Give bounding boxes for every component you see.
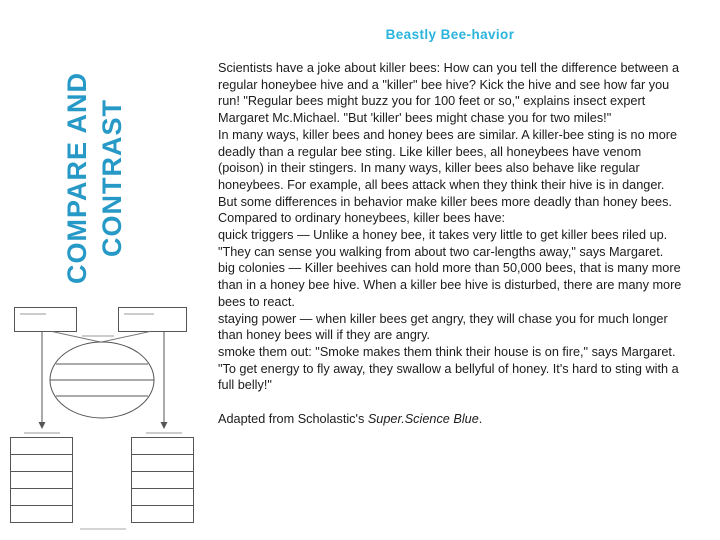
attribution <box>218 411 690 428</box>
topic-box-right <box>119 308 187 332</box>
attribution-source: Super.Science Blue <box>367 412 479 427</box>
compare-contrast-heading <box>55 58 135 298</box>
arrowhead-left <box>39 422 46 429</box>
compare-contrast-line2: CONTRAST <box>97 99 127 257</box>
paragraph-quick-triggers: quick triggers — Unlike a honey bee, it takes very little to get killer bees riled up. "They can sense you walking from about two car-lengths away," says Margaret. <box>218 228 668 259</box>
page-title: Beastly Bee-havior <box>385 27 515 42</box>
topic-box-left <box>15 308 77 332</box>
arrowhead-right <box>161 422 168 429</box>
paragraph-joke: Scientists have a joke about killer bees: How can you tell the difference between a regular honeybee hive and a "killer" bee hive? Kick the hive and see how far you run! "Regular bees might buzz you for 100 feet or so," explains insect expert Margaret Mc.Michael. "But 'killer' bees might chase you for two miles!" <box>218 61 680 126</box>
differences-column-right <box>132 438 194 523</box>
differences-column-left <box>11 438 73 523</box>
paragraph-similarities: In many ways, killer bees and honey bees are similar. A killer-bee sting is no more deadly than a regular bee sting. Like killer bees, all honeybees have venom (poison) in their stingers. In many ways, killer bees also behave like regular honeybees. For example, all bees attack when they think their hive is in danger. <box>218 127 678 192</box>
attribution-prefix: Adapted from Scholastic's <box>218 412 368 427</box>
compare-contrast-line1: COMPARE AND <box>62 72 92 284</box>
attribution-suffix: . <box>478 412 483 427</box>
paragraph-big-colonies: big colonies — Killer beehives can hold more than 50,000 bees, that is many more than in a honey bee hive. When a killer bee hive is disturbed, there are many more bees to react. <box>218 261 682 309</box>
paragraph-differences-intro: But some differences in behavior make killer bees more deadly than honey bees. Compared to ordinary honeybees, killer bees have: <box>218 194 672 226</box>
paragraph-smoke-them-out: smoke them out: "Smoke makes them think their house is on fire," says Margaret. "To get energy to fly away, they swallow a bellyful of honey. It's hard to sting with a full belly!" <box>218 344 679 393</box>
paragraph-staying-power: staying power — when killer bees get angry, they will chase you for much longer than honey bees will if they are angry. <box>218 311 668 343</box>
compare-contrast-diagram <box>2 298 202 533</box>
passage <box>218 60 690 428</box>
